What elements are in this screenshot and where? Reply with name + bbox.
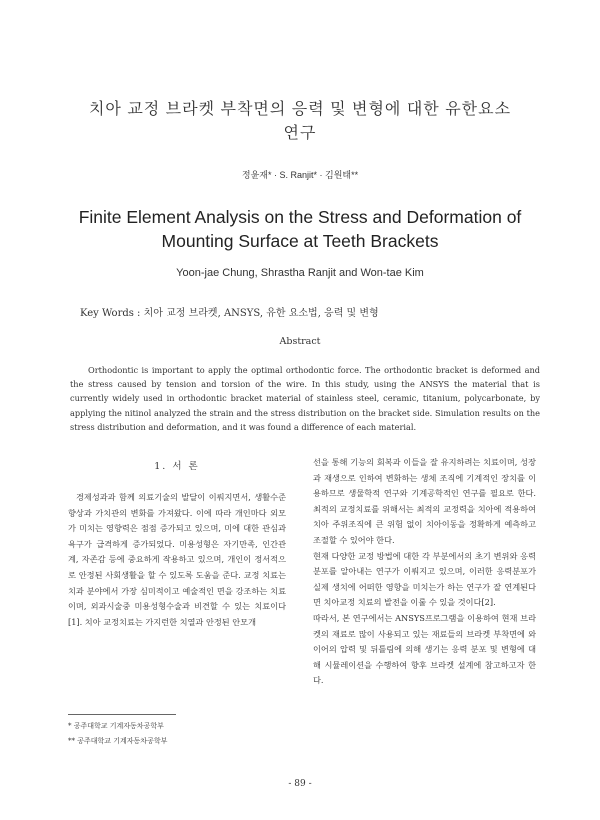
body-paragraph: 따라서, 본 연구에서는 ANSYS프로그램을 이용하여 현재 브라켓의 재료로 많이 사용되고 있는 재료들의 브라켓 부착면에 와이어의 압력 및 뒤틀림에 의해 생기는 응력 분포 및 변형에 대해 시뮬레이션을 수행하여 향후 브라켓 설계에 참고하고자 한다. — [313, 612, 536, 686]
korean-title: 치아 교정 브라켓 부착면의 응력 및 변형에 대한 유한요소 연구 — [88, 101, 512, 142]
abstract-text: Orthodontic is important to apply the optimal orthodontic force. The orthodontic bracket is deformed and the stress caused by tension and torsion of the wire. In this study, using the ANSYS the material that is currently widely used in orthodontic bracket material of stainless steel, ceramic, titanium, polycarbonate, by applying the nitinol analyzed the strain and the stress distribution on the bracket side. Simulation results on the stress distribution and deformation, and it was found a difference of each material. — [70, 365, 540, 432]
body-paragraph: 경제성과과 함께 의료기술의 발달이 이뤄지면서, 생활수준 향상과 가치관의 변화를 가져왔다. 이에 따라 개인마다 외모가 미치는 영향력은 점점 증가되고 있으며, 미에 대한 관심과 욕구가 급격하게 증가되었다. 미용성형은 자기만족, 인간관계, 자존감 등에 중요하게 작용하고 있으며, 개인이 정서적으로 안정된 사회생활을 할 수 있도록 도움을 준다. 교정 치료는 치과 분야에서 가장 심미적이고 예술적인 면을 강조하는 치료이며, 외과시술중 미용성형수술과 비견할 수 있는 치료이다[1]. 치아 교정치료는 가지런한 치열과 안정된 안모개 — [68, 492, 286, 627]
english-title: Finite Element Analysis on the Stress and Deformation of Mounting Surface at Teeth Brackets — [78, 207, 522, 251]
english-authors: Yoon-jae Chung, Shrastha Ranjit and Won-tae Kim — [176, 267, 424, 279]
korean-authors: 정윤재* · S. Ranjit* · 김원태** — [241, 170, 359, 180]
body-paragraph: 현재 다양한 교정 방법에 대한 각 부분에서의 초기 변위와 응력분포를 알아내는 연구가 이뤄지고 있으며, 이러한 응력분포가 실제 생치에 어떠한 영향을 미치는가 하는 연구가 잘 연계된다면 치아교정 치료의 발전을 이룰 수 있을 것이다[2]. — [313, 550, 536, 608]
footnote-affiliation-1: * 공주대학교 기계자동차공학부 — [68, 722, 164, 730]
footnote-affiliation-2: ** 공주대학교 기계자동차공학부 — [68, 737, 168, 745]
abstract-heading: Abstract — [279, 336, 321, 347]
right-column — [313, 455, 536, 689]
body-paragraph: 선을 통해 기능의 회복과 이들을 잘 유지하려는 치료이며, 성장과 재생으로 인하여 변화하는 생체 조직에 기계적인 장치를 이용하므로 생물학적 연구와 기계공학적인 연구를 필요로 한다. 최적의 교정치료를 위해서는 최적의 교정력을 치아에 적용하여 치아 주위조직에 큰 위험 없이 치아이동을 정확하게 예측하고 조절할 수 있어야 한다. — [313, 457, 536, 545]
section-heading-introduction: 1. 서 론 — [154, 461, 200, 472]
left-column — [68, 490, 286, 630]
page-number: - 89 - — [288, 779, 312, 789]
footnote-divider — [68, 714, 176, 715]
key-words: Key Words : 치아 교정 브라켓, ANSYS, 유한 요소법, 응력 및 변형 — [80, 308, 379, 319]
